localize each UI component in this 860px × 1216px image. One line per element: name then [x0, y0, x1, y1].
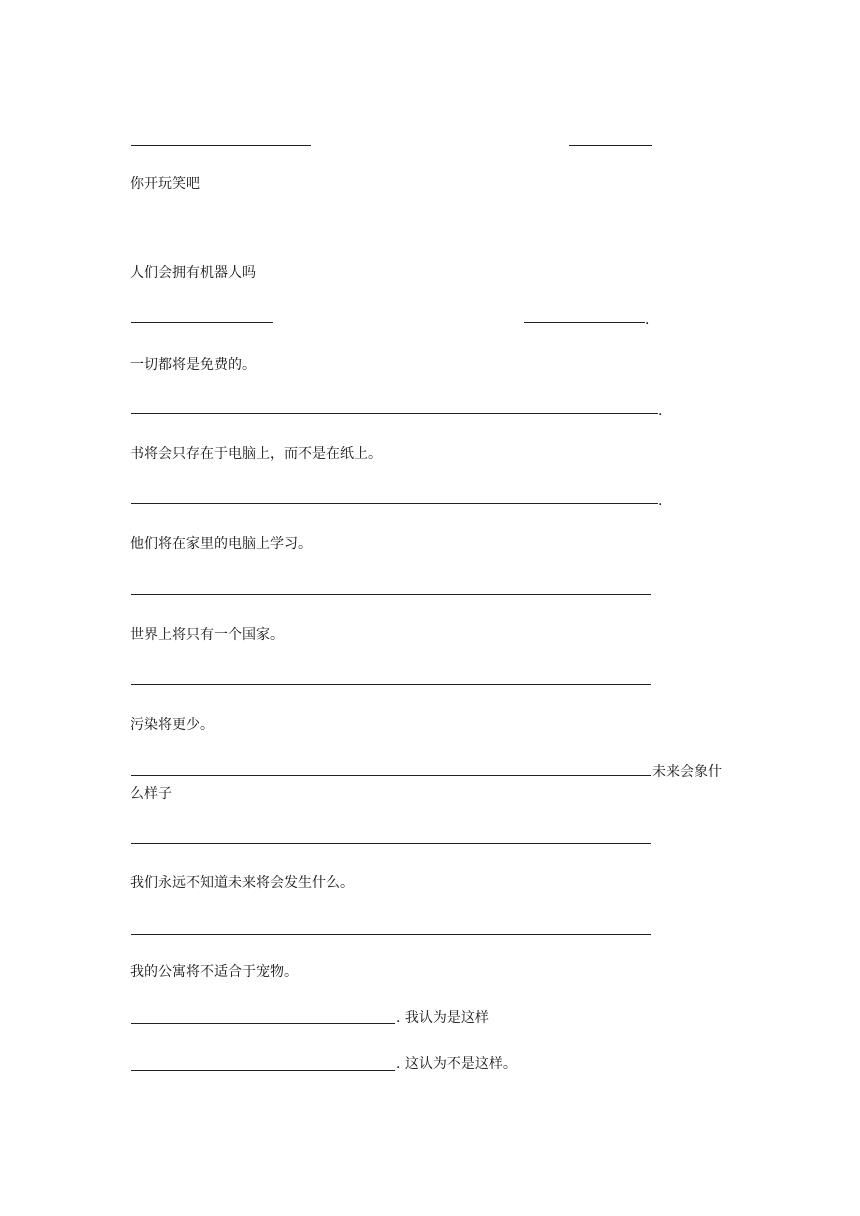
period-mark: .	[658, 493, 663, 509]
sentence-text: . 这认为不是这样。	[396, 1056, 517, 1072]
sentence-text: 我们永远不知道未来将会发生什么。	[130, 875, 354, 891]
answer-blank[interactable]	[131, 684, 651, 685]
sentence-text: 书将会只存在于电脑上，而不是在纸上。	[130, 446, 382, 462]
sentence-text: 么样子	[130, 786, 172, 802]
sentence-text: 未来会象什	[652, 764, 722, 780]
sentence-text: 污染将更少。	[130, 717, 214, 733]
answer-blank[interactable]	[131, 322, 273, 323]
period-mark: .	[658, 403, 663, 419]
sentence-text: 他们将在家里的电脑上学习。	[130, 536, 312, 552]
answer-blank[interactable]	[131, 1070, 395, 1071]
sentence-text: 我的公寓将不适合于宠物。	[130, 964, 298, 980]
answer-blank[interactable]	[131, 1023, 395, 1024]
sentence-text: 世界上将只有一个国家。	[130, 627, 284, 643]
answer-blank[interactable]	[131, 594, 651, 595]
answer-blank[interactable]	[569, 145, 652, 146]
answer-blank[interactable]	[131, 413, 658, 414]
period-mark: .	[645, 312, 650, 328]
answer-blank[interactable]	[131, 145, 311, 146]
answer-blank[interactable]	[131, 503, 658, 504]
sentence-text: . 我认为是这样	[396, 1010, 489, 1026]
sentence-text: 人们会拥有机器人吗	[130, 265, 256, 281]
answer-blank[interactable]	[131, 775, 651, 776]
sentence-text: 你开玩笑吧	[130, 176, 200, 192]
answer-blank[interactable]	[131, 934, 651, 935]
answer-blank[interactable]	[131, 843, 651, 844]
sentence-text: 一切都将是免费的。	[130, 357, 256, 373]
answer-blank[interactable]	[524, 322, 645, 323]
